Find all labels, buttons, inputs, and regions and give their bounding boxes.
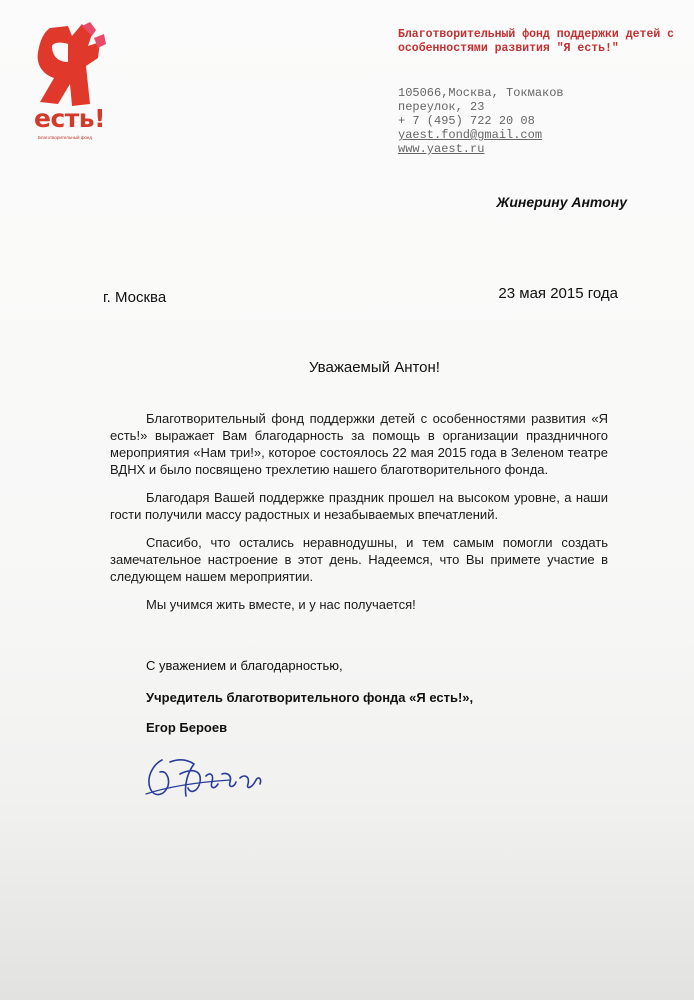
address-line-2: переулок, 23	[398, 100, 485, 114]
greeting: Уважаемый Антон!	[309, 359, 440, 376]
signer-name: Егор Бероев	[146, 720, 228, 735]
address-line-1: 105066,Москва, Токмаков	[398, 86, 564, 100]
recipient-name: Жинерину Антону	[496, 194, 627, 210]
paragraph: Мы учимся жить вместе, и у нас получается!	[146, 597, 416, 612]
logo-subtitle: Благотворительный фонд	[38, 135, 93, 140]
website-link[interactable]: www.yaest.ru	[398, 142, 485, 156]
logo-letter-ya-icon	[30, 22, 130, 112]
letter-body	[110, 410, 608, 624]
signature-icon	[140, 748, 300, 818]
paragraph: Благодаря Вашей поддержке праздник прошел на высоком уровне, а наши гости получили массу радостных и незабываемых впечатлений.	[110, 490, 608, 522]
signature	[140, 748, 300, 818]
founder-title: Учредитель благотворительного фонда «Я есть!»,	[146, 690, 474, 705]
logo-word: есть!	[34, 104, 105, 133]
org-name: Благотворительный фонд поддержки детей с особенностями развития "Я есть!"	[398, 28, 675, 55]
org-contacts	[398, 86, 564, 156]
closing-phrase: С уважением и благодарностью,	[146, 658, 343, 673]
paragraph: Благотворительный фонд поддержки детей с особенностями развития «Я есть!» выражает Вам благодарность за помощь в организации праздничного мероприятия «Нам три!», которое состоялось 22 мая 2015 года в Зеленом театре ВДНХ и было посвящено трехлетию нашего благотворительного фонда.	[110, 411, 608, 477]
email-link[interactable]: yaest.fond@gmail.com	[398, 128, 543, 142]
city: г. Москва	[103, 289, 167, 306]
phone-number: + 7 (495) 722 20 08	[398, 114, 535, 128]
foundation-logo	[30, 22, 130, 152]
paragraph: Спасибо, что остались неравнодушны, и тем самым помогли создать замечательное настроение в этот день. Надеемся, что Вы примете участие в следующем нашем мероприятии.	[110, 535, 608, 584]
letter-date: 23 мая 2015 года	[498, 285, 618, 302]
